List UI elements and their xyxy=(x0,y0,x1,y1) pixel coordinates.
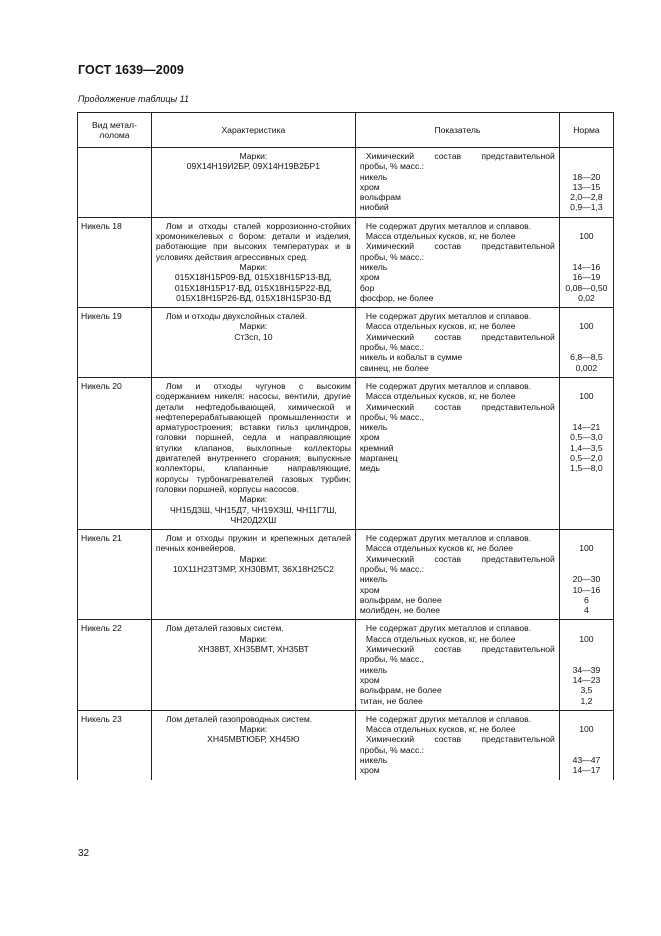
grades-label: Марки: xyxy=(239,261,268,272)
table-row xyxy=(78,148,614,218)
indicator-cell xyxy=(355,217,559,307)
norm-value: 14—21 xyxy=(572,422,601,433)
norm-cell xyxy=(559,530,613,620)
scrap-type-cell: Никель 19 xyxy=(78,308,152,378)
indicator-line: хром xyxy=(359,674,380,685)
norm-value: 100 xyxy=(579,724,594,735)
norm-value xyxy=(564,381,609,391)
column-header-norm: Норма xyxy=(559,113,613,148)
indicator-line: Химический состав представительной xyxy=(365,553,555,564)
page-number: 32 xyxy=(78,848,90,859)
norm-value xyxy=(564,151,609,161)
indicator-line: Не содержат других металлов и сплавов. xyxy=(365,380,532,391)
indicator-line: молибден, не более xyxy=(359,605,441,616)
norm-value xyxy=(564,412,609,422)
grades-label: Марки: xyxy=(239,151,268,161)
indicator-line: титан, не более xyxy=(359,695,423,706)
characteristic-cell xyxy=(151,377,355,529)
table-row xyxy=(78,308,614,378)
indicator-line: Не содержат других металлов и сплавов. xyxy=(365,220,532,231)
norm-value xyxy=(564,654,609,664)
norm-value: 6,8—8,5 xyxy=(570,352,603,363)
norm-value: 0,5—2,0 xyxy=(570,453,603,464)
indicator-line: никель xyxy=(359,422,388,433)
norm-value: 14—23 xyxy=(572,674,601,685)
indicator-line: Химический состав представительной xyxy=(365,151,555,161)
table-header-row xyxy=(78,113,614,148)
norm-value: 100 xyxy=(579,543,594,554)
column-header-characteristic: Характеристика xyxy=(151,113,355,148)
characteristic-cell xyxy=(151,710,355,779)
indicator-line: Не содержат других металлов и сплавов. xyxy=(365,623,532,634)
norm-cell xyxy=(559,710,613,779)
table-row xyxy=(78,217,614,307)
indicator-line: Масса отдельных кусков, кг, не более xyxy=(365,321,516,332)
indicator-line: марганец xyxy=(359,453,398,464)
norm-cell xyxy=(559,620,613,710)
norm-value: 14—17 xyxy=(572,765,601,776)
indicator-line: Химический состав представительной xyxy=(365,331,555,342)
indicator-line: Химический состав представительной xyxy=(365,644,555,655)
scrap-description: Лом и отходы пружин и крепежных деталей печных конвейеров. xyxy=(155,533,351,554)
norm-value: 0,08—0,50 xyxy=(565,282,608,293)
norm-value: 14—16 xyxy=(572,261,601,272)
indicator-line: Химический состав представительной xyxy=(365,401,555,412)
indicator-line: Химический состав представительной xyxy=(365,734,555,745)
norm-value: 6 xyxy=(584,594,589,605)
scrap-description: Лом и отходы сталей коррозионно-стойких хромоникелевых с бором: детали и изделия, работающие при высоких температурах и в условиях действия агрессивных сред. xyxy=(155,220,351,262)
norm-value xyxy=(564,241,609,251)
indicator-line: пробы, % масс.: xyxy=(359,563,425,574)
norm-value xyxy=(564,644,609,654)
table-continuation-label: Продолжение таблицы 11 xyxy=(78,94,190,104)
steel-grades-line: Ст3сп, 10 xyxy=(234,331,273,342)
indicator-line: никель xyxy=(359,755,388,766)
steel-grades-line: ХН45МВТЮБР, ХН45Ю xyxy=(207,734,300,745)
norm-value: 34—39 xyxy=(572,664,601,675)
scrap-description: Лом деталей газопроводных систем. xyxy=(165,713,313,724)
indicator-line: вольфрам, не более xyxy=(359,685,442,696)
scrap-type-cell: Никель 21 xyxy=(78,530,152,620)
table-body xyxy=(78,148,614,780)
indicator-line: никель xyxy=(359,664,388,675)
norm-value: 100 xyxy=(579,391,594,402)
indicator-line: хром xyxy=(359,432,380,443)
norm-value: 0,5—3,0 xyxy=(570,432,603,443)
steel-grades-line: 10Х11Н23Т3МР, ХН30ВМТ, 36Х18Н25С2 xyxy=(172,563,334,574)
norm-value xyxy=(564,342,609,352)
indicator-line: никель xyxy=(359,171,388,182)
norm-value: 10—16 xyxy=(572,584,601,595)
norm-value xyxy=(564,745,609,755)
indicator-line: хром xyxy=(359,272,380,283)
scrap-description: Лом и отходы двухслойных сталей. xyxy=(165,311,308,322)
norm-value xyxy=(564,734,609,744)
norm-value: 18—20 xyxy=(572,171,601,182)
norm-cell xyxy=(559,377,613,529)
indicator-line: Масса отдельных кусков кг, не более xyxy=(365,543,514,554)
indicator-line: вольфрам, не более xyxy=(359,594,442,605)
characteristic-cell xyxy=(151,217,355,307)
norm-value xyxy=(564,564,609,574)
steel-grades-line: 09Х14Н19И2БР, 09Х14Н19В2БР1 xyxy=(186,161,321,172)
norm-value xyxy=(564,221,609,231)
indicator-line: никель xyxy=(359,261,388,272)
norm-value xyxy=(564,311,609,321)
norm-value: 1,2 xyxy=(580,695,593,706)
indicator-line: свинец, не более xyxy=(359,362,429,373)
norm-value: 0,002 xyxy=(575,362,598,373)
norm-value: 1,4—3,5 xyxy=(570,442,603,453)
steel-grades-line: ЧН15Д3Ш, ЧН15Д7, ЧН19Х3Ш, ЧН11Г7Ш, xyxy=(169,504,337,515)
indicator-line: Не содержат других металлов и сплавов. xyxy=(365,311,532,322)
grades-label: Марки: xyxy=(239,724,268,735)
indicator-line: хром xyxy=(359,181,380,192)
indicator-cell xyxy=(355,530,559,620)
grades-label: Марки: xyxy=(239,494,268,505)
norm-value: 100 xyxy=(579,633,594,644)
column-header-indicator: Показатель xyxy=(355,113,559,148)
indicator-cell xyxy=(355,377,559,529)
characteristic-cell xyxy=(151,148,355,218)
characteristic-cell xyxy=(151,308,355,378)
steel-grades-line: ЧН20Д2ХШ xyxy=(230,514,277,525)
scrap-type-cell: Никель 20 xyxy=(78,377,152,529)
steel-grades-line: ХН38ВТ, ХН35ВМТ, ХН35ВТ xyxy=(197,644,309,655)
steel-grades-line: 015Х18Н15Р17-ВД, 015Х18Н15Р22-ВД, xyxy=(174,282,332,293)
norm-value: 2,0—2,8 xyxy=(570,192,603,203)
indicator-line: Не содержат других металлов и сплавов. xyxy=(365,533,532,544)
characteristic-cell xyxy=(151,620,355,710)
indicator-line: Масса отдельных кусков, кг, не более xyxy=(365,724,516,735)
scrap-description: Лом деталей газовых систем. xyxy=(165,623,284,634)
characteristic-cell xyxy=(151,530,355,620)
indicator-cell xyxy=(355,710,559,779)
norm-value xyxy=(564,533,609,543)
norm-value xyxy=(564,161,609,171)
norm-value: 4 xyxy=(584,605,589,616)
scrap-type-cell: Никель 22 xyxy=(78,620,152,710)
indicator-line: бор xyxy=(359,282,375,293)
grades-label: Марки: xyxy=(239,633,268,644)
indicator-line: пробы, % масс.: xyxy=(359,251,425,262)
indicator-line: пробы, % масс., xyxy=(359,654,425,665)
standard-title: ГОСТ 1639—2009 xyxy=(78,63,184,77)
indicator-line: пробы, % масс., xyxy=(359,411,425,422)
indicator-line: Масса отдельных кусков, кг, не более xyxy=(365,391,516,402)
norm-value: 3,5 xyxy=(580,685,593,696)
scrap-metal-table xyxy=(77,112,614,780)
norm-value xyxy=(564,402,609,412)
scrap-type-cell xyxy=(78,148,152,218)
norm-cell xyxy=(559,148,613,218)
grades-label: Марки: xyxy=(239,321,268,332)
norm-value: 0,9—1,3 xyxy=(570,202,603,213)
indicator-line: фосфор, не более xyxy=(359,292,434,303)
norm-value: 20—30 xyxy=(572,574,601,585)
scrap-description: Лом и отходы чугунов с высоким содержанием никеля: насосы, вентили, другие детали нефтедобывающей, химической и нефтеперерабатывающей промышленности и арматуростроения; вставки гильз цилиндров, головки поршней, седла и направляющие втулки клапанов, выхлопные коллекторы двигателей внутреннего сгорания; выпускные коллекторы, клапанные направляющие, корпусы турбонагревателей газовых турбин; головки поршней, корпусы насосов. xyxy=(155,380,351,494)
norm-value: 0,02 xyxy=(578,292,595,303)
steel-grades-line: 015Х18Н15Р26-ВД, 015Х18Н15Р30-ВД xyxy=(176,292,331,303)
table-row xyxy=(78,710,614,779)
indicator-line: вольфрам xyxy=(359,192,401,203)
norm-cell xyxy=(559,308,613,378)
norm-value: 100 xyxy=(579,321,594,332)
norm-value: 1,5—8,0 xyxy=(570,463,603,474)
indicator-line: Масса отдельных кусков, кг, не более xyxy=(365,633,516,644)
indicator-cell xyxy=(355,148,559,218)
indicator-line: кремний xyxy=(359,442,394,453)
scrap-type-cell: Никель 23 xyxy=(78,710,152,779)
norm-value xyxy=(564,714,609,724)
norm-value xyxy=(564,252,609,262)
indicator-line: Химический состав представительной xyxy=(365,241,555,252)
indicator-line: Масса отдельных кусков, кг, не более xyxy=(365,231,516,242)
indicator-line: ниобий xyxy=(359,202,389,213)
norm-value xyxy=(564,623,609,633)
steel-grades-line: 015Х18Н15Р09-ВД, 015Х18Н15Р13-ВД, xyxy=(174,272,332,283)
indicator-line: пробы, % масс.: xyxy=(359,161,425,172)
indicator-line: пробы, % масс.: xyxy=(359,744,425,755)
grades-label: Марки: xyxy=(239,553,268,564)
indicator-line: пробы, % масс.: xyxy=(359,342,425,353)
norm-value xyxy=(564,554,609,564)
indicator-cell xyxy=(355,620,559,710)
indicator-line: никель xyxy=(359,574,388,585)
indicator-line: хром xyxy=(359,584,380,595)
scrap-type-cell: Никель 18 xyxy=(78,217,152,307)
table-row xyxy=(78,530,614,620)
table-row xyxy=(78,377,614,529)
norm-value: 43—47 xyxy=(572,755,601,766)
norm-value xyxy=(564,332,609,342)
norm-value: 100 xyxy=(579,231,594,242)
norm-cell xyxy=(559,217,613,307)
table-row xyxy=(78,620,614,710)
indicator-line: Не содержат других металлов и сплавов. xyxy=(365,713,532,724)
norm-value: 13—15 xyxy=(572,181,601,192)
norm-value: 16—19 xyxy=(572,272,601,283)
indicator-line: медь xyxy=(359,463,380,474)
indicator-line: хром xyxy=(359,765,380,776)
column-header-type: Вид метал- лолома xyxy=(78,113,152,148)
indicator-cell xyxy=(355,308,559,378)
indicator-line: никель и кобальт в сумме xyxy=(359,352,463,363)
